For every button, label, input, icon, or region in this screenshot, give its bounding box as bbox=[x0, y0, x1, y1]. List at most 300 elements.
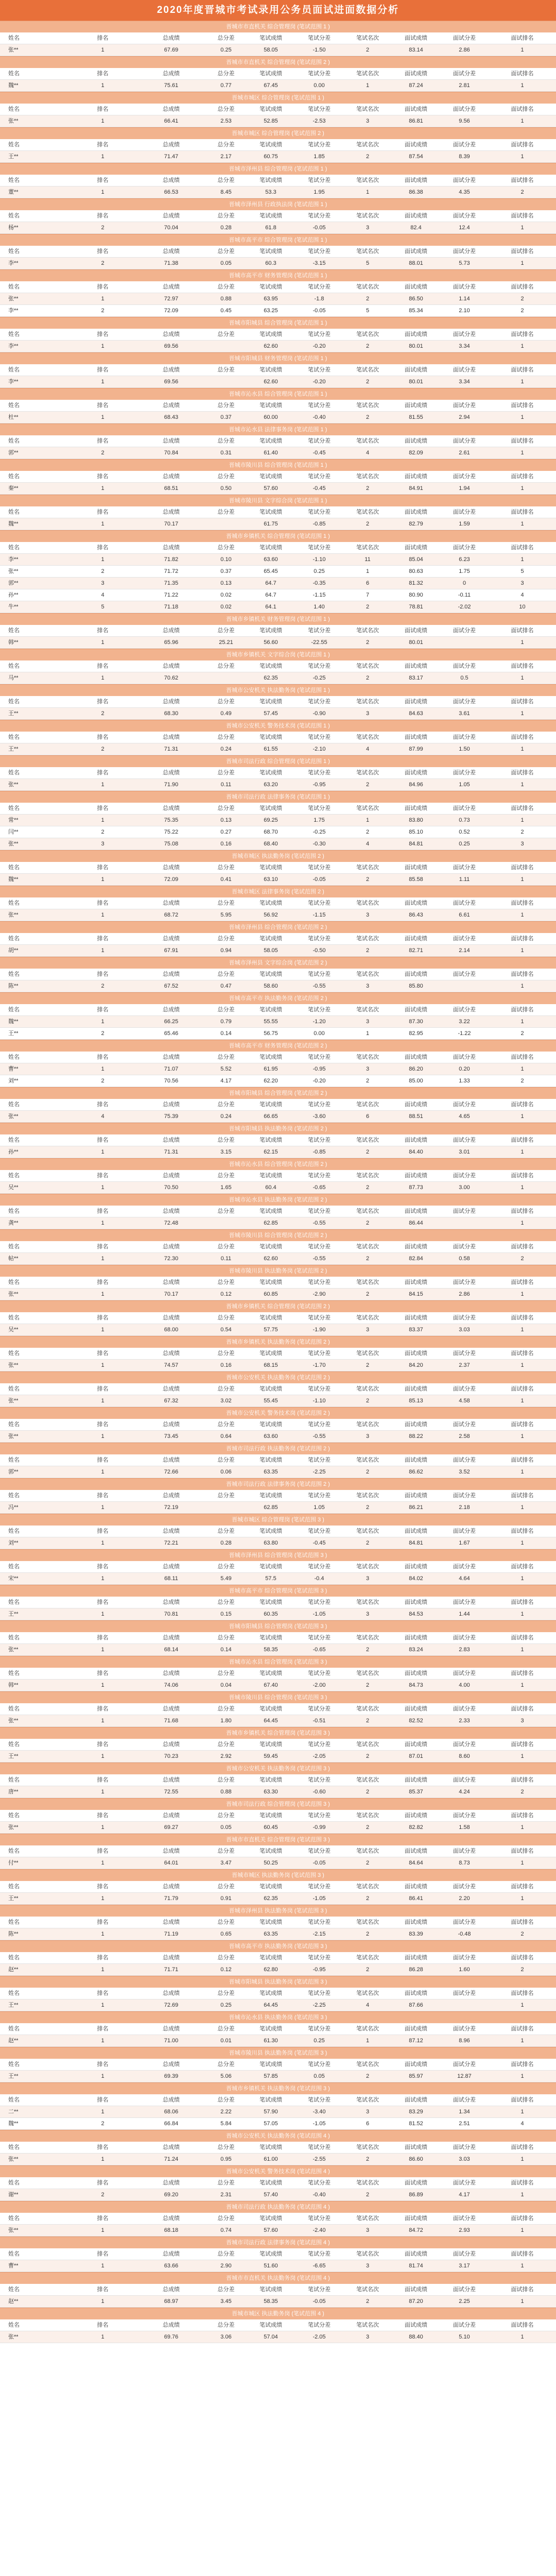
column-header: 笔试成绩 bbox=[259, 1635, 282, 1641]
table-cell: 张** bbox=[8, 2156, 19, 2162]
table-cell: 72.55 bbox=[164, 1789, 179, 1795]
column-header: 排名 bbox=[97, 663, 109, 669]
post-block bbox=[0, 2308, 556, 2343]
table-cell: 2 bbox=[366, 2073, 370, 2079]
table-cell: 1 bbox=[101, 1647, 105, 1653]
column-header: 笔试名次 bbox=[356, 1173, 379, 1179]
table-cell: 1 bbox=[366, 189, 370, 195]
table-cell: 63.35 bbox=[264, 1931, 278, 1937]
column-header: 面试排名 bbox=[511, 1635, 534, 1641]
table-cell: 86.81 bbox=[409, 118, 423, 124]
table-cell: 胡** bbox=[8, 947, 19, 954]
table-cell: 2 bbox=[366, 1184, 370, 1191]
column-header-row bbox=[0, 1004, 556, 1016]
column-header: 笔试名次 bbox=[356, 1706, 379, 1712]
column-header: 总成绩 bbox=[163, 663, 180, 669]
column-header: 排名 bbox=[97, 1173, 109, 1179]
table-cell: -0.90 bbox=[312, 710, 326, 717]
column-header: 面试成绩 bbox=[405, 106, 427, 112]
table-cell: 62.15 bbox=[264, 1149, 278, 1155]
table-cell: -1.70 bbox=[312, 1362, 326, 1368]
column-header-row bbox=[0, 933, 556, 945]
table-cell: 4.65 bbox=[459, 1113, 470, 1120]
column-header: 排名 bbox=[97, 865, 109, 871]
column-header: 面试排名 bbox=[511, 248, 534, 255]
post-header: 晋城市高平市 综合管理岗 (笔试范围 3 ) bbox=[0, 1585, 556, 1597]
column-header: 笔试名次 bbox=[356, 1955, 379, 1961]
table-cell: 80.90 bbox=[409, 592, 423, 598]
column-header: 姓名 bbox=[8, 770, 20, 776]
column-header: 面试成绩 bbox=[405, 1386, 427, 1392]
column-header: 笔试成绩 bbox=[259, 2286, 282, 2293]
table-cell: 3.06 bbox=[220, 2334, 232, 2340]
table-cell: 4 bbox=[366, 746, 370, 752]
table-cell: 71.68 bbox=[164, 1718, 179, 1724]
table-cell: 0.25 bbox=[314, 2038, 325, 2044]
column-header: 笔试分差 bbox=[308, 628, 331, 634]
column-header-row bbox=[0, 1703, 556, 1715]
post-header: 晋城市泽州县 综合管理岗 (笔试范围 1 ) bbox=[0, 163, 556, 175]
table-cell: 1 bbox=[101, 1019, 105, 1025]
column-header: 笔试分差 bbox=[308, 545, 331, 551]
table-cell: -2.00 bbox=[312, 1682, 326, 1688]
table-cell: 86.28 bbox=[409, 1967, 423, 1973]
table-cell: 61.75 bbox=[264, 521, 278, 527]
table-cell: 2.86 bbox=[459, 1291, 470, 1297]
table-row bbox=[0, 222, 556, 234]
column-header: 排名 bbox=[97, 331, 109, 337]
column-header: 面试成绩 bbox=[405, 2144, 427, 2150]
column-header: 总成绩 bbox=[163, 1007, 180, 1013]
table-cell: 68.00 bbox=[164, 1327, 179, 1333]
table-cell: 3.03 bbox=[459, 1327, 470, 1333]
table-cell: 冯** bbox=[8, 1504, 19, 1511]
post-block bbox=[0, 352, 556, 388]
table-cell: 1 bbox=[101, 1718, 105, 1724]
post-header: 晋城市乡镇机关 财务管理岗 (笔试范围 1 ) bbox=[0, 613, 556, 625]
table-cell: 1 bbox=[520, 1682, 524, 1688]
column-header: 面试排名 bbox=[511, 1564, 534, 1570]
column-header: 总成绩 bbox=[163, 142, 180, 148]
table-cell: 62.85 bbox=[264, 1220, 278, 1226]
table-cell: 1 bbox=[520, 1327, 524, 1333]
table-cell: 67.52 bbox=[164, 983, 179, 989]
column-header: 面试分差 bbox=[453, 805, 476, 811]
column-header: 面试排名 bbox=[511, 734, 534, 740]
table-cell: 4.24 bbox=[459, 1789, 470, 1795]
column-header: 排名 bbox=[97, 1315, 109, 1321]
table-cell: 李** bbox=[8, 260, 19, 266]
column-header: 面试排名 bbox=[511, 1279, 534, 1285]
table-cell: 86.43 bbox=[409, 912, 423, 918]
table-cell: 1 bbox=[520, 1753, 524, 1759]
column-header: 笔试名次 bbox=[356, 663, 379, 669]
post-header: 晋城市高平市 执法勤务岗 (笔试范围 2 ) bbox=[0, 992, 556, 1004]
column-header: 笔试分差 bbox=[308, 1670, 331, 1676]
table-cell: 63.25 bbox=[264, 308, 278, 314]
table-cell: 71.00 bbox=[164, 2038, 179, 2044]
table-cell: 66.53 bbox=[164, 189, 179, 195]
column-header: 总成绩 bbox=[163, 1777, 180, 1783]
column-header: 笔试名次 bbox=[356, 805, 379, 811]
table-cell: 2.94 bbox=[459, 414, 470, 420]
table-cell: 2 bbox=[366, 154, 370, 160]
column-header: 总成绩 bbox=[163, 1386, 180, 1392]
table-cell: 0.27 bbox=[220, 829, 232, 835]
column-header: 笔试分差 bbox=[308, 71, 331, 77]
post-block bbox=[0, 2272, 556, 2308]
table-cell: 0.37 bbox=[220, 414, 232, 420]
column-header: 姓名 bbox=[8, 106, 20, 112]
column-header: 面试排名 bbox=[511, 1137, 534, 1143]
column-header-row bbox=[0, 364, 556, 376]
column-header: 总分差 bbox=[217, 1457, 235, 1463]
table-row bbox=[0, 743, 556, 755]
table-cell: 3 bbox=[366, 912, 370, 918]
column-header: 笔试分差 bbox=[308, 1990, 331, 1996]
column-header: 总成绩 bbox=[163, 106, 180, 112]
column-header: 面试排名 bbox=[511, 106, 534, 112]
column-header: 笔试名次 bbox=[356, 628, 379, 634]
column-header: 总分差 bbox=[217, 900, 235, 906]
table-cell: 3 bbox=[366, 1611, 370, 1617]
post-block bbox=[0, 2201, 556, 2236]
table-cell: 55.45 bbox=[264, 1398, 278, 1404]
column-header: 面试排名 bbox=[511, 1457, 534, 1463]
column-header: 总成绩 bbox=[163, 2322, 180, 2328]
column-header: 笔试成绩 bbox=[259, 770, 282, 776]
table-cell: 86.21 bbox=[409, 1504, 423, 1511]
column-header: 面试分差 bbox=[453, 1670, 476, 1676]
column-header: 笔试分差 bbox=[308, 213, 331, 219]
post-header: 晋城市市直机关 综合管理岗 (笔试范围 1 ) bbox=[0, 21, 556, 32]
table-cell: 刘** bbox=[8, 1078, 19, 1084]
table-cell: 1 bbox=[520, 2156, 524, 2162]
table-cell: 2 bbox=[366, 521, 370, 527]
table-row bbox=[0, 1928, 556, 1940]
column-header: 笔试成绩 bbox=[259, 1208, 282, 1214]
post-block bbox=[0, 921, 556, 957]
column-header: 总成绩 bbox=[163, 1350, 180, 1357]
table-cell: -0.55 bbox=[312, 983, 326, 989]
table-cell: 71.79 bbox=[164, 1895, 179, 1902]
column-header: 总分差 bbox=[217, 1670, 235, 1676]
table-cell: 84.96 bbox=[409, 782, 423, 788]
table-cell: 0.20 bbox=[459, 1066, 470, 1072]
table-cell: 60.00 bbox=[264, 414, 278, 420]
table-cell: 70.23 bbox=[164, 1753, 179, 1759]
table-row bbox=[0, 815, 556, 826]
column-header: 笔试成绩 bbox=[259, 936, 282, 942]
column-header: 总分差 bbox=[217, 1848, 235, 1854]
table-cell: 71.35 bbox=[164, 580, 179, 586]
table-cell: -0.05 bbox=[312, 1860, 326, 1866]
post-block bbox=[0, 388, 556, 423]
table-row bbox=[0, 874, 556, 886]
column-header: 姓名 bbox=[8, 1812, 20, 1819]
table-cell: 1 bbox=[101, 2227, 105, 2233]
table-cell: 1 bbox=[101, 2334, 105, 2340]
column-header: 笔试成绩 bbox=[259, 805, 282, 811]
column-header: 面试成绩 bbox=[405, 1244, 427, 1250]
table-cell: 2 bbox=[366, 829, 370, 835]
column-header: 面试分差 bbox=[453, 1919, 476, 1925]
table-cell: 2 bbox=[366, 782, 370, 788]
column-header: 总成绩 bbox=[163, 1279, 180, 1285]
table-cell: 孙** bbox=[8, 592, 19, 598]
column-header: 总成绩 bbox=[163, 865, 180, 871]
column-header: 总成绩 bbox=[163, 699, 180, 705]
column-header: 面试排名 bbox=[511, 1777, 534, 1783]
table-cell: 郭** bbox=[8, 580, 19, 586]
table-cell: 82.95 bbox=[409, 1030, 423, 1037]
column-header: 笔试分差 bbox=[308, 1315, 331, 1321]
column-header: 总成绩 bbox=[163, 213, 180, 219]
table-cell: 68.30 bbox=[164, 710, 179, 717]
table-cell: 1 bbox=[520, 1540, 524, 1546]
column-header: 笔试成绩 bbox=[259, 213, 282, 219]
table-cell: 张** bbox=[8, 1398, 19, 1404]
column-header: 笔试分差 bbox=[308, 900, 331, 906]
column-header: 笔试分差 bbox=[308, 473, 331, 480]
table-cell: 1.33 bbox=[459, 1078, 470, 1084]
table-cell: 2.51 bbox=[459, 2121, 470, 2127]
table-cell: 5 bbox=[366, 260, 370, 266]
column-header: 总成绩 bbox=[163, 1955, 180, 1961]
column-header: 面试成绩 bbox=[405, 1493, 427, 1499]
table-cell: 8.73 bbox=[459, 1860, 470, 1866]
column-header: 姓名 bbox=[8, 1706, 20, 1712]
column-header-row bbox=[0, 803, 556, 815]
table-cell: 75.61 bbox=[164, 82, 179, 89]
table-cell: 1 bbox=[520, 1575, 524, 1582]
column-header: 总分差 bbox=[217, 438, 235, 444]
column-header-row bbox=[0, 1845, 556, 1857]
column-header: 笔试名次 bbox=[356, 1493, 379, 1499]
table-cell bbox=[205, 376, 247, 387]
post-header: 晋城市沁水县 执法勤务岗 (笔试范围 3 ) bbox=[0, 2011, 556, 2023]
table-cell: 1 bbox=[101, 556, 105, 563]
table-row bbox=[0, 1146, 556, 1158]
table-cell bbox=[440, 1217, 489, 1229]
table-cell: 2 bbox=[366, 1256, 370, 1262]
table-cell: 4 bbox=[520, 592, 524, 598]
table-cell: 1 bbox=[520, 118, 524, 124]
table-cell: 3.02 bbox=[220, 1398, 232, 1404]
column-header: 面试排名 bbox=[511, 1919, 534, 1925]
table-cell: 1 bbox=[101, 1149, 105, 1155]
table-cell: 66.65 bbox=[264, 1113, 278, 1120]
table-cell: 87.66 bbox=[409, 2002, 423, 2008]
column-header-row bbox=[0, 1917, 556, 1928]
column-header: 排名 bbox=[97, 1955, 109, 1961]
column-header: 面试分差 bbox=[453, 1812, 476, 1819]
table-cell: -22.55 bbox=[311, 639, 327, 646]
column-header: 面试成绩 bbox=[405, 2251, 427, 2257]
column-header: 笔试分差 bbox=[308, 1635, 331, 1641]
column-header: 笔试成绩 bbox=[259, 2026, 282, 2032]
column-header: 笔试成绩 bbox=[259, 1493, 282, 1499]
column-header: 排名 bbox=[97, 1208, 109, 1214]
post-header: 晋城市高平市 综合管理岗 (笔试范围 1 ) bbox=[0, 234, 556, 246]
table-row bbox=[0, 909, 556, 921]
column-header: 总分差 bbox=[217, 2286, 235, 2293]
column-header: 姓名 bbox=[8, 1670, 20, 1676]
column-header: 笔试名次 bbox=[356, 699, 379, 705]
column-header: 姓名 bbox=[8, 2144, 20, 2150]
post-block bbox=[0, 1040, 556, 1087]
table-cell: 4 bbox=[366, 450, 370, 456]
column-header: 排名 bbox=[97, 936, 109, 942]
table-cell: 4.35 bbox=[459, 189, 470, 195]
table-cell: 1 bbox=[520, 521, 524, 527]
column-header: 面试排名 bbox=[511, 628, 534, 634]
table-cell: 8.96 bbox=[459, 2038, 470, 2044]
table-cell: 1 bbox=[520, 947, 524, 954]
table-cell: 71.90 bbox=[164, 782, 179, 788]
table-cell: 84.72 bbox=[409, 2227, 423, 2233]
table-cell bbox=[205, 672, 247, 684]
column-header: 笔试分差 bbox=[308, 1919, 331, 1925]
column-header: 姓名 bbox=[8, 331, 20, 337]
table-cell: 3.34 bbox=[459, 343, 470, 349]
column-header: 总分差 bbox=[217, 1635, 235, 1641]
column-header: 面试分差 bbox=[453, 1173, 476, 1179]
table-cell: 5.95 bbox=[220, 912, 232, 918]
column-header: 笔试成绩 bbox=[259, 1137, 282, 1143]
column-header: 面试成绩 bbox=[405, 1101, 427, 1108]
column-header: 笔试分差 bbox=[308, 1208, 331, 1214]
column-header: 笔试成绩 bbox=[259, 142, 282, 148]
table-cell: 55.55 bbox=[264, 1019, 278, 1025]
column-header: 面试排名 bbox=[511, 1812, 534, 1819]
post-block bbox=[0, 530, 556, 613]
table-cell: 63.60 bbox=[264, 556, 278, 563]
post-block bbox=[0, 234, 556, 269]
column-header: 总分差 bbox=[217, 1137, 235, 1143]
table-cell: 1 bbox=[520, 414, 524, 420]
post-block bbox=[0, 459, 556, 495]
table-cell: 3 bbox=[366, 1019, 370, 1025]
column-header-row bbox=[0, 897, 556, 909]
table-cell: 71.38 bbox=[164, 260, 179, 266]
column-header: 姓名 bbox=[8, 2026, 20, 2032]
table-cell: 56.60 bbox=[264, 639, 278, 646]
column-header: 笔试分差 bbox=[308, 142, 331, 148]
column-header: 笔试分差 bbox=[308, 734, 331, 740]
post-block bbox=[0, 1443, 556, 1478]
table-cell: 魏** bbox=[8, 521, 19, 527]
table-row bbox=[0, 341, 556, 352]
table-cell: 1 bbox=[520, 782, 524, 788]
table-row bbox=[0, 2189, 556, 2201]
table-cell: 0.16 bbox=[220, 841, 232, 847]
table-cell: 83.39 bbox=[409, 1931, 423, 1937]
column-header: 总分差 bbox=[217, 1564, 235, 1570]
column-header-row bbox=[0, 1490, 556, 1502]
column-header: 姓名 bbox=[8, 1955, 20, 1961]
table-cell: 0.02 bbox=[220, 604, 232, 610]
column-header: 笔试名次 bbox=[356, 1244, 379, 1250]
table-cell: 0.77 bbox=[220, 82, 232, 89]
table-cell: 王** bbox=[8, 710, 19, 717]
column-header: 笔试成绩 bbox=[259, 1054, 282, 1060]
table-cell: 张** bbox=[8, 912, 19, 918]
column-header: 总成绩 bbox=[163, 438, 180, 444]
column-header: 总分差 bbox=[217, 1007, 235, 1013]
post-block bbox=[0, 2130, 556, 2165]
table-cell: 2 bbox=[520, 1789, 524, 1795]
table-cell: 3.00 bbox=[459, 1184, 470, 1191]
table-cell: 67.45 bbox=[264, 82, 278, 89]
column-header: 总分差 bbox=[217, 1173, 235, 1179]
column-header: 面试成绩 bbox=[405, 367, 427, 373]
table-cell: 60.45 bbox=[264, 1824, 278, 1831]
column-header: 总成绩 bbox=[163, 2144, 180, 2150]
table-cell: 1 bbox=[101, 189, 105, 195]
post-block bbox=[0, 423, 556, 459]
table-cell: 66.84 bbox=[164, 2121, 179, 2127]
column-header-row bbox=[0, 1170, 556, 1182]
column-header-row bbox=[0, 1881, 556, 1893]
table-cell: 75.22 bbox=[164, 829, 179, 835]
table-cell: 李** bbox=[8, 379, 19, 385]
table-cell: -1.90 bbox=[312, 1327, 326, 1333]
table-cell: 4.00 bbox=[459, 1682, 470, 1688]
column-header: 笔试成绩 bbox=[259, 1421, 282, 1428]
column-header-row bbox=[0, 210, 556, 222]
column-header: 面试分差 bbox=[453, 1848, 476, 1854]
post-header: 晋城市乡镇机关 文字综合岗 (笔试范围 1 ) bbox=[0, 649, 556, 660]
table-cell: 1 bbox=[520, 2109, 524, 2115]
table-cell bbox=[440, 980, 489, 992]
table-cell: 1 bbox=[101, 1967, 105, 1973]
table-cell bbox=[205, 341, 247, 352]
table-cell: 0.25 bbox=[220, 2002, 232, 2008]
table-cell: -0.11 bbox=[458, 592, 471, 598]
column-header: 总分差 bbox=[217, 545, 235, 551]
table-cell: 1.94 bbox=[459, 485, 470, 492]
table-cell: 1.95 bbox=[314, 189, 325, 195]
post-header: 晋城市陵川县 文字综合岗 (笔试范围 1 ) bbox=[0, 495, 556, 506]
table-cell: 张** bbox=[8, 782, 19, 788]
column-header: 排名 bbox=[97, 248, 109, 255]
column-header: 面试分差 bbox=[453, 2144, 476, 2150]
table-cell: 1.50 bbox=[459, 746, 470, 752]
column-header: 总分差 bbox=[217, 1386, 235, 1392]
post-header: 晋城市乡镇机关 执法勤务岗 (笔试范围 2 ) bbox=[0, 1336, 556, 1348]
column-header: 笔试名次 bbox=[356, 971, 379, 977]
post-header: 晋城市司法行政 执法勤务岗 (笔试范围 2 ) bbox=[0, 1443, 556, 1454]
column-header-row bbox=[0, 2023, 556, 2035]
column-header: 姓名 bbox=[8, 248, 20, 255]
column-header: 面试成绩 bbox=[405, 865, 427, 871]
table-cell: 王** bbox=[8, 746, 19, 752]
table-cell: 62.60 bbox=[264, 343, 278, 349]
table-cell: 1 bbox=[520, 2334, 524, 2340]
table-cell: -1.05 bbox=[312, 1895, 326, 1902]
table-cell: 1 bbox=[101, 1327, 105, 1333]
column-header: 排名 bbox=[97, 142, 109, 148]
table-cell: -6.65 bbox=[312, 2263, 326, 2269]
column-header: 总成绩 bbox=[163, 1670, 180, 1676]
column-header: 笔试分差 bbox=[308, 2144, 331, 2150]
table-row bbox=[0, 1182, 556, 1194]
column-header: 排名 bbox=[97, 1777, 109, 1783]
table-cell: 6 bbox=[366, 2121, 370, 2127]
table-row bbox=[0, 412, 556, 423]
column-header: 面试成绩 bbox=[405, 1741, 427, 1748]
